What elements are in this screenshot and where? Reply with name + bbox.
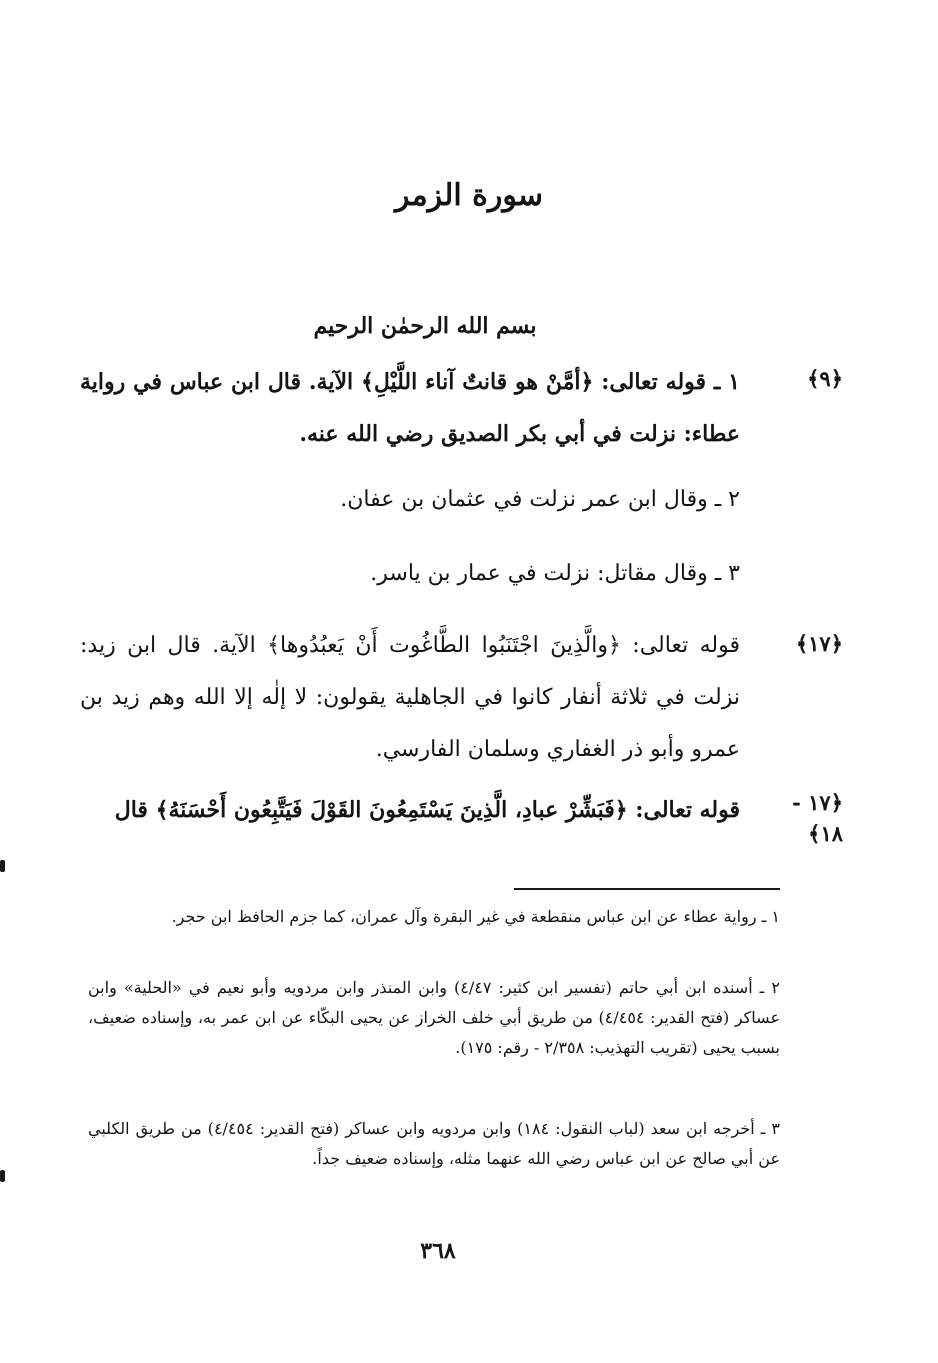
footnote-divider xyxy=(514,888,780,890)
footnote-2: ٢ ـ أسنده ابن أبي حاتم (تفسير ابن كثير: ٤/٤٧) وابن المنذر وابن مردويه وأبو نعيم في «الحلية» وابن عساكر (فتح القدير: ٤/٤٥٤) من طريق أبي خلف الخراز عن يحيى البكّاء عن ابن عمر به، وإسناده ضعيف، بسبب يحيى (تقريب التهذيب: ٢/٣٥٨ - رقم: ١٧٥). xyxy=(88,978,780,1057)
scan-mark xyxy=(0,860,5,872)
verse-marker-17: ﴿١٧﴾ xyxy=(795,631,843,656)
paragraph-text: ٢ ـ وقال ابن عمر نزلت في عثمان بن عفان. xyxy=(340,487,740,512)
paragraph-verse-9 xyxy=(80,356,776,460)
paragraph-text: قوله تعالى: ﴿فَبَشِّرْ عبادِ، الَّذِينَ يَسْتَمِعُونَ القَوْلَ فَيَتَّبِعُون أَحْسَنَهُ﴾ قال xyxy=(114,797,740,823)
scan-mark xyxy=(0,1170,5,1182)
paragraph-text: ٣ ـ وقال مقاتل: نزلت في عمار بن ياسر. xyxy=(370,561,740,586)
paragraph-muqatil xyxy=(80,548,776,600)
footnote-3: ٣ ـ أخرجه ابن سعد (لباب النقول: ١٨٤) وابن مردويه وابن عساكر (فتح القدير: ٤/٤٥٤) من طريق الكلبي عن أبي صالح عن ابن عباس رضي الله عنهما مثله، وإسناده ضعيف جداً. xyxy=(88,1119,781,1168)
paragraph-verse-17-18 xyxy=(80,784,776,836)
paragraph-text: قوله تعالى: ﴿والَّذِينَ اجْتَنَبُوا الطَّاغُوت أَنْ يَعبُدُوها﴾ الآية. قال ابن زيد: نزلت في ثلاثة أنفار كانوا في الجاهلية يقولون: لا إلٰه إلا الله وهم زيد بن عمرو وأبو ذر الغفاري وسلمان الفارسي. xyxy=(80,633,740,762)
surah-title: سورة الزمر xyxy=(395,178,543,213)
verse-marker-9: ﴿٩﴾ xyxy=(807,366,843,391)
paragraph-text: ١ ـ قوله تعالى: ﴿أمَّنْ هو قانتٌ آناء اللَّيْلِ﴾ الآية. قال ابن عباس في رواية عطاء: نزلت في أبي بكر الصديق رضي الله عنه. xyxy=(80,369,740,447)
basmala: بسم الله الرحمٰن الرحيم xyxy=(313,313,537,339)
paragraph-ibn-umar xyxy=(80,474,776,526)
verse-marker-line-2: ١٨﴾ xyxy=(808,821,843,846)
verse-marker-line-1: ﴿١٧ - xyxy=(792,790,843,815)
page-number: ٣٦٨ xyxy=(420,1238,456,1264)
paragraph-verse-17 xyxy=(80,620,776,776)
footnote-1: ١ ـ رواية عطاء عن ابن عباس منقطعة في غير البقرة وآل عمران، كما جزم الحافظ ابن حجر. xyxy=(171,907,780,926)
